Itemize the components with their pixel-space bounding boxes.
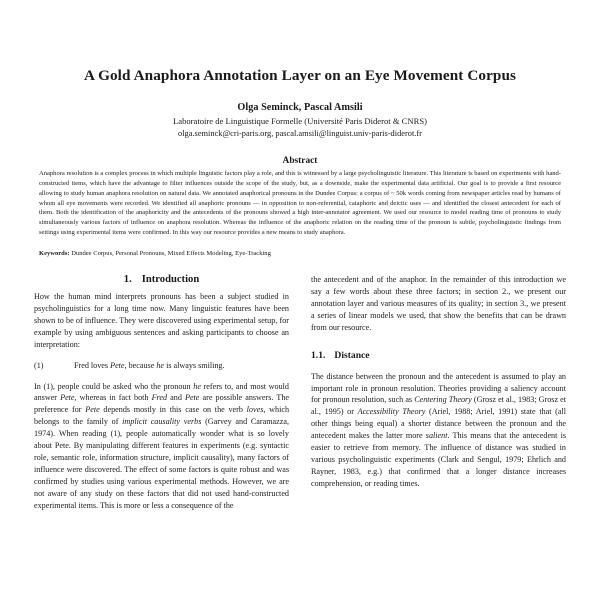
body-columns <box>34 274 566 559</box>
subsection-number: 1.1. <box>311 349 326 361</box>
example-italic-pete: Pete <box>110 360 125 370</box>
column-left <box>34 274 289 559</box>
affiliation: Laboratoire de Linguistique Formelle (Université Paris Diderot & CNRS) <box>173 116 427 126</box>
example-1 <box>34 360 289 372</box>
intro-paragraph-2: In (1), people could be asked who the pronoun he refers to, and most would answer Pete, whereas in fact both Fred and Pete are possible answers. The preference for Pete depends mostly in this case on the verb loves, which belongs to the family of implicit causality verbs (Garvey and Caramazza, 1974). When reading (1), people automatically wonder what is so lovely about Pete. By manipulating different features in experiments (e.g. syntactic role, semantic role, information structure, implicit causality), many factors of influence were discovered. The effect of some factors is quite robust and was confirmed by studies using various experimental methods. However, we are not aware of any study on these factors that did not used hand-constructed experimental items. This is more or less a consequence of the <box>34 381 289 511</box>
section-title: Introduction <box>141 273 200 285</box>
subsection-heading-distance <box>311 350 566 361</box>
abstract-heading: Abstract <box>282 156 318 167</box>
intro-paragraph-right: the antecedent and of the anaphor. In the remainder of this introduction we say a few words about these three factors; in section 2., we present our annotation layer and various measures of its quality; in section 3., we present a series of linear models we used, that show the benefits that can be drawn from our resource. <box>311 274 566 332</box>
subsection-title: Distance <box>334 349 370 361</box>
keywords-label: Keywords: <box>39 249 70 257</box>
keywords-values: Dundee Corpus, Personal Pronouns, Mixed Effects Modeling, Eye-Tracking <box>69 249 271 257</box>
intro-paragraph-1: How the human mind interprets pronouns has been a subject studied in psycholinguistics for a long time now. Many linguistic features have been shown to be of influence. They were discovered using experimental setup, for example by using ambiguous sentences and asking participants to choose an interpretation: <box>34 291 289 349</box>
page-title: A Gold Anaphora Annotation Layer on an Eye Movement Corpus <box>83 67 517 84</box>
author-list: Olga Seminck, Pascal Amsili <box>237 102 363 113</box>
column-right <box>311 274 566 559</box>
example-label: (1) <box>34 360 44 370</box>
abstract-section <box>34 156 566 259</box>
keywords-line <box>39 249 561 259</box>
distance-paragraph-1: The distance between the pronoun and the antecedent is assumed to play an important role in pronoun resolution. Theories providing a saliency account for pronoun resolution, such as Centering Theory (Grosz et al., 1983; Grosz et al., 1995) or Accessibility Theory (Ariel, 1988; Ariel, 1991) state that (all other things being equal) a shorter distance between the pronoun and the antecedent makes the latter more salient. This means that the antecedent is easier to retrieve from memory. The influence of distance was studied in various psycholinguistic experiments (Clark and Sengul, 1979; Ehrlich and Rayner, 1983, e.g.) that confirmed that a longer distance increases comprehension, or reading times. <box>311 371 566 489</box>
example-text: Fred loves Pete, because he is always smiling. <box>74 360 225 370</box>
section-number: 1. <box>123 273 132 285</box>
abstract-text: Anaphora resolution is a complex process in which multiple linguistic factors play a role, and this is witnessed by a large psycholinguistic literature. This literature is based on experiments with hand-constructed items, which have the advantage to filter influences outside the scope of the study, but, as a downside, make the experimental data artificial. Our goal is to provide a first resource allowing to study human anaphora resolution on natural data. We annotated anaphorical pronouns in the Dundee Corpus: a corpus of ~ 50k words coming from newspaper articles read by humans of whom all eye movements were recorded. We identified all anaphoric pronouns — in opposition to non-referential, cataphoric and deictic uses — and identified the closest antecedent for each of them. Both the identification of the anaphoricity and the antecedents of the pronouns showed a high inter-annotator agreement. We used our resource to model reading time of pronouns to study simultaneously various factors of influence on anaphora resolution. Whereas the influence of the anaphoric relation on the reading time of the pronoun is subtle, psycholinguistic findings from settings using experimental items were confirmed. In this way our resource provides a new means to study anaphora. <box>39 170 561 236</box>
title-block <box>34 0 566 140</box>
author-emails: olga.seminck@cri-paris.org, pascal.amsili@linguist.univ-paris-diderot.fr <box>178 129 422 139</box>
example-italic-he: he <box>156 360 165 370</box>
section-heading-introduction <box>34 274 289 285</box>
